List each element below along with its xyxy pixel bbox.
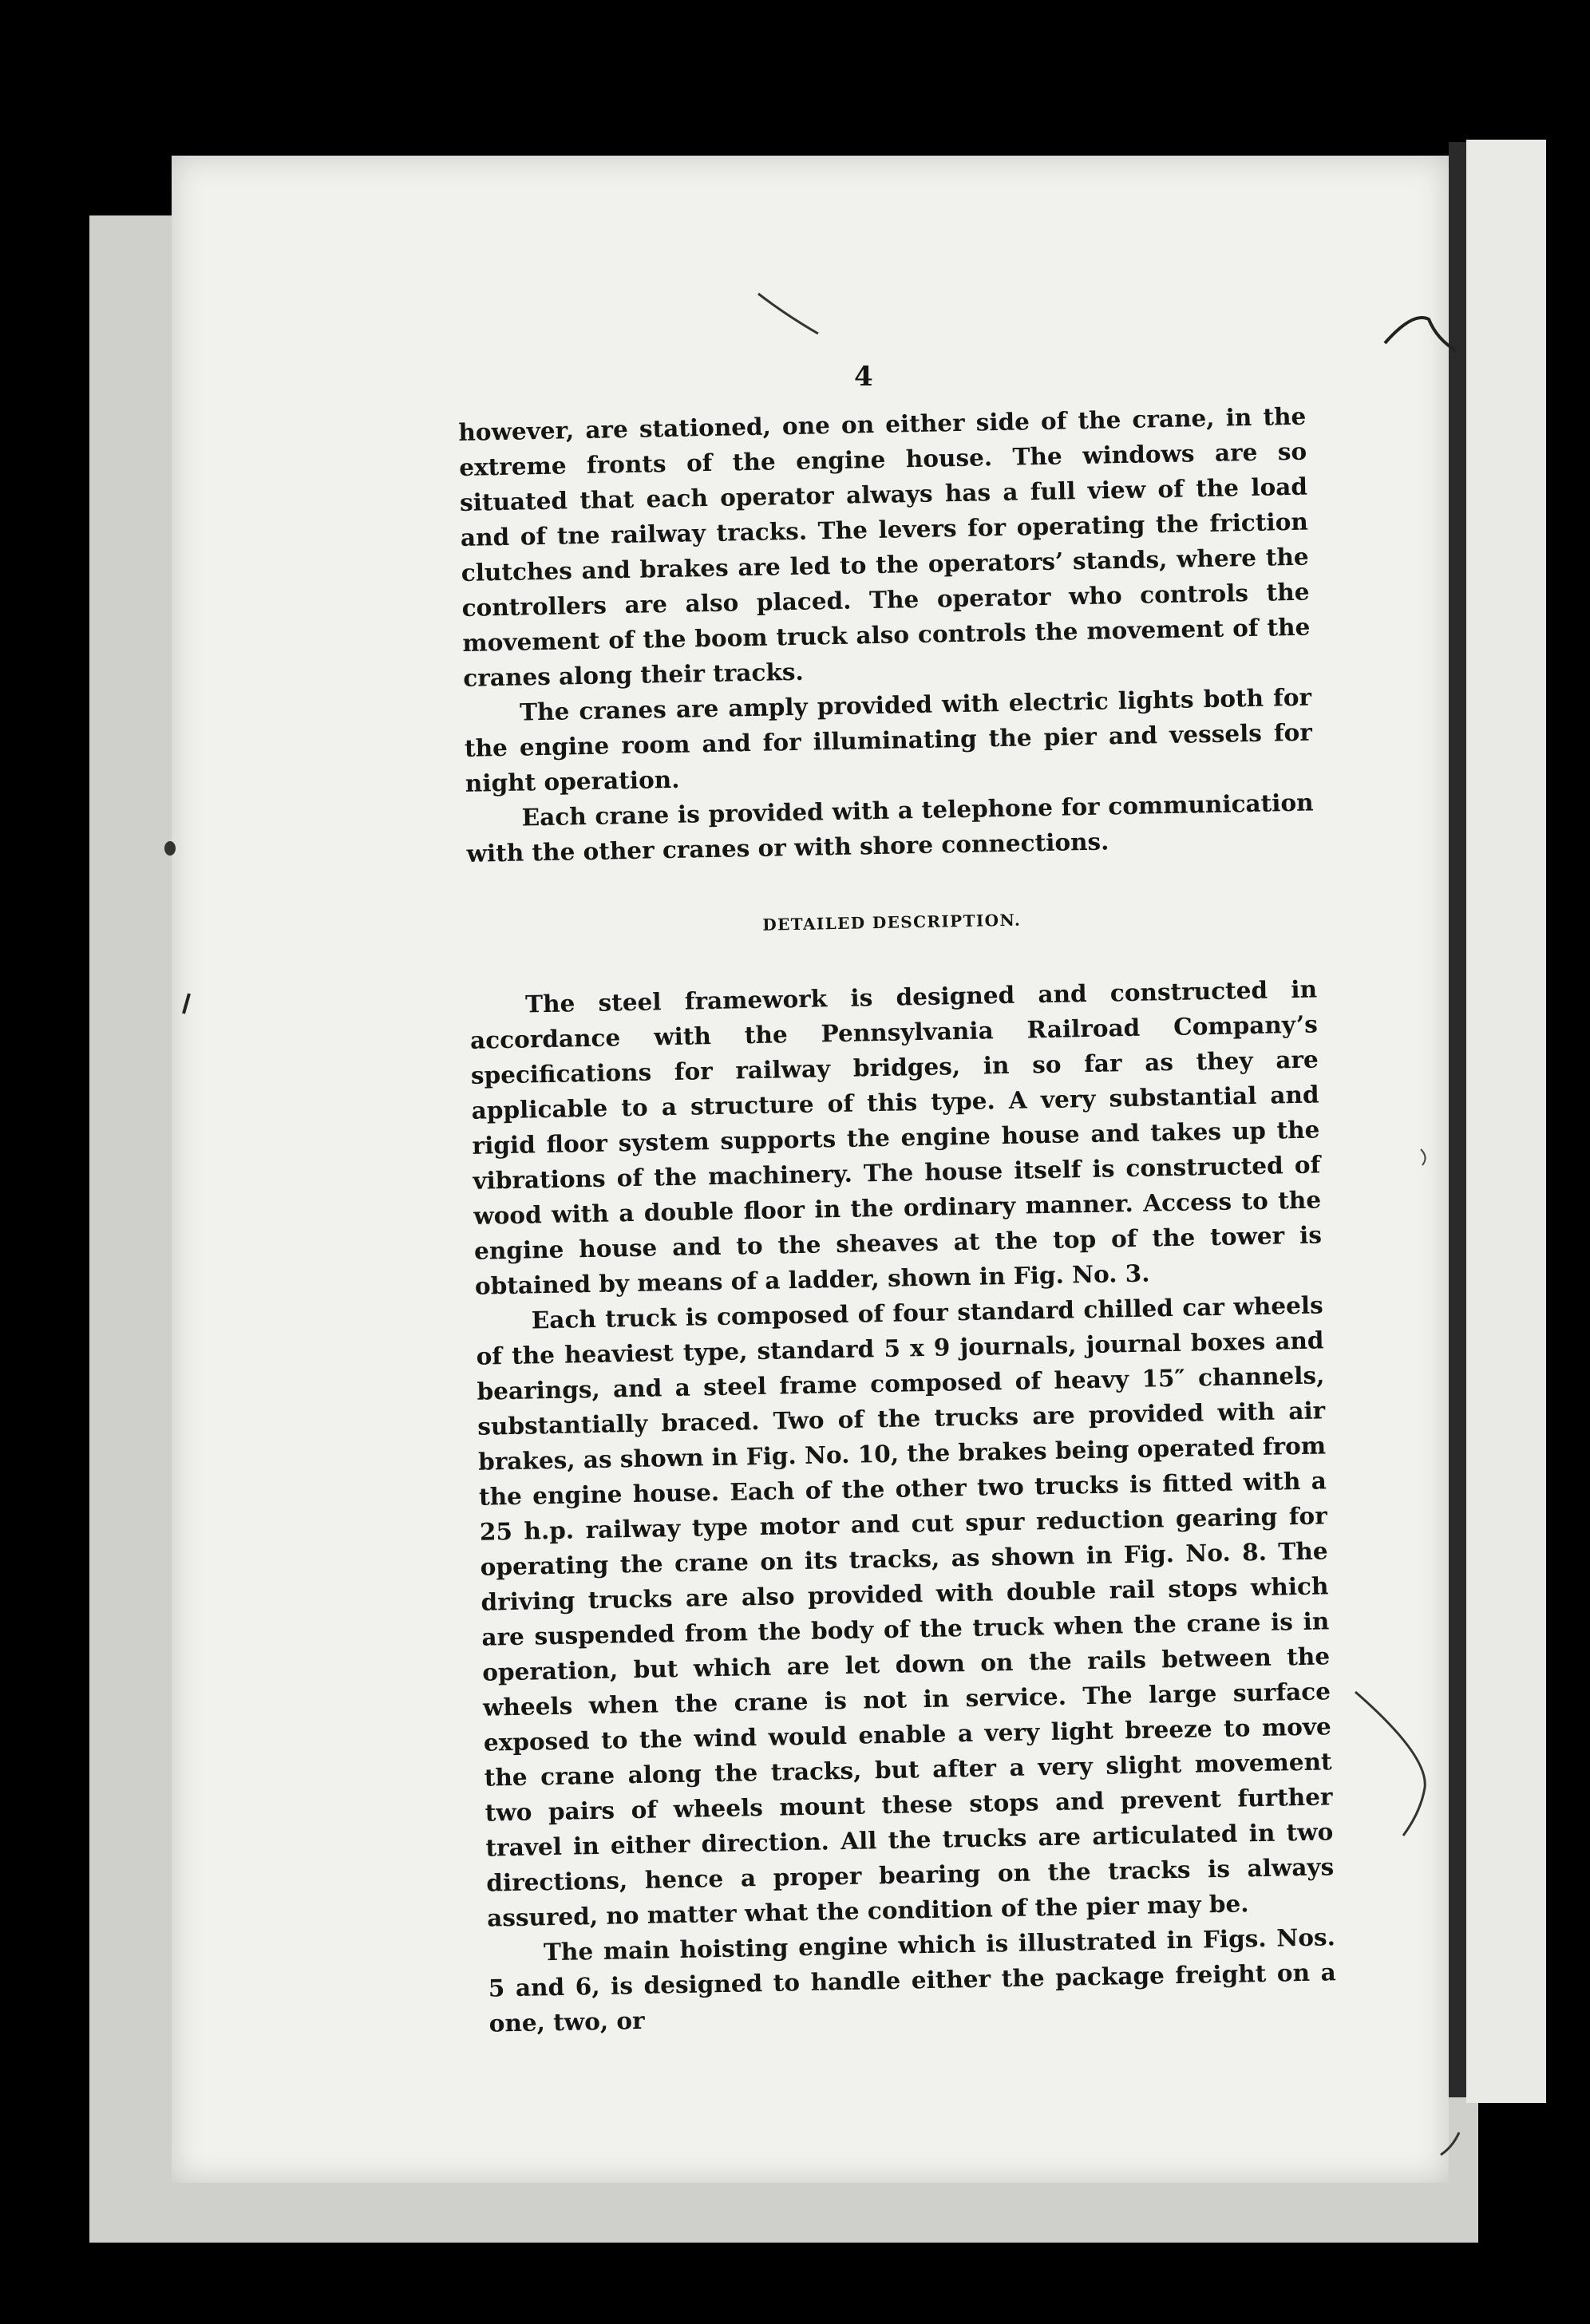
paragraph: Each truck is composed of four standard chilled car wheels of the heaviest type, standard 5 x 9 journals, journal boxes and bearings, and a steel frame composed of heavy 15″ channels, substantially braced. Two of the trucks are provided with air brakes, as shown in Fig. No. 10, the brakes being operated from the engine house. Each of the other two trucks is fitted with a 25 h.p. railway type motor and cut spur reduction gearing for operating the crane on its tracks, as shown in Fig. No. 8. The driving trucks are also provided with double rail stops which are suspended from the body of the truck when the crane is in operation, but which are let down on the rails between the wheels when the crane is not in service. The large surface exposed to the wind would enable a very light breeze to move the crane along the tracks, but after a very slight movement two pairs of wheels mount these stops and prevent further travel in either direction. All the trucks are articulated in two directions, hence a proper bearing on the tracks is always assured, no matter what the condition of the pier may be. [476,1290,1335,1932]
section-heading: DETAILED DESCRIPTION. [762,910,1022,935]
paragraph: The main hoisting engine which is illustrated in Figs. Nos. 5 and 6, is designed to handle either the package freight on a one, two, or [488,1923,1336,2037]
paragraph: however, are stationed, one on either side of the crane, in the extreme fronts of the engine house. The windows are so situated that each operator always has a full view of the load and of tne railway tracks. The levers for operating the friction clutches and brakes are led to the operators’ stands, where the controllers are also placed. The operator who controls the movement of the boom truck also controls the movement of the cranes along their tracks. [458,401,1311,692]
paragraph: The steel framework is designed and constructed in accordance with the Pennsylvania Railroad Company’s specifications for railway bridges, in so far as they are applicable to a structure of this type. A very substantial and rigid floor system supports the engine house and takes up the vibrations of the machinery. The house itself is constructed of wood with a double floor in the ordinary manner. Access to the engine house and to the sheaves at the top of the tower is obtained by means of a ladder, shown in Fig. No. 3. [469,974,1323,1300]
paragraph: Each crane is provided with a telephone for communication with the other cranes or with shore connections. [466,788,1314,868]
paragraph: The cranes are amply provided with electric lights both for the engine room and for illuminating the pier and vessels for night operation. [464,682,1313,797]
page-number: 4 [854,361,873,393]
page-body [458,399,1337,2041]
